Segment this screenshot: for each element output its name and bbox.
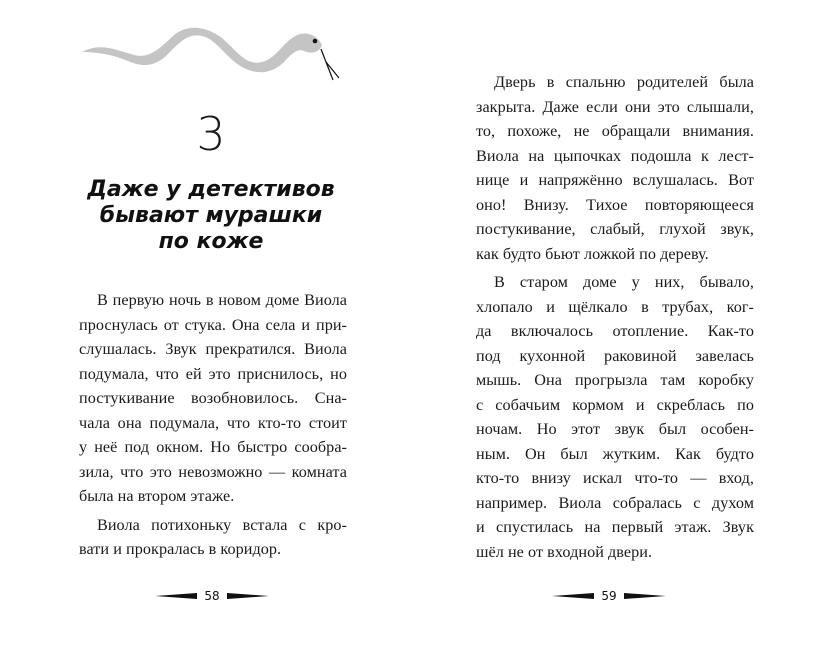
text-line: проснулась от стука. Она села и при- — [79, 315, 347, 334]
text-line: подумала, что ей это приснилось, но — [79, 364, 347, 383]
text-line: ным. Он был жутким. Как будто — [476, 444, 754, 463]
text-line: В первую ночь в новом доме Виола — [97, 291, 347, 309]
text-line: зила, что это невозможно — комната — [79, 462, 347, 481]
text-line: постукивание, слабый, глухой звук, — [476, 220, 754, 238]
page-footer — [539, 588, 679, 604]
body-text — [79, 288, 347, 562]
text-line: мышь. Она прогрызла там коробку — [476, 371, 754, 389]
text-line: ночам. Но этот звук был особен- — [476, 420, 754, 438]
text-line: да включалось отопление. Как-то — [476, 322, 754, 340]
text-line: как будто бьют ложкой по дереву. — [476, 244, 709, 263]
text-line: с собачьим кормом и скреблась по — [476, 395, 754, 414]
chapter-number: 3 — [196, 107, 226, 161]
text-line: у неё под окном. Но быстро сообра- — [79, 438, 347, 456]
text-line: и спустилась на первый этаж. Звук — [476, 518, 754, 536]
text-line: нице и напряжённо вслушалась. Вот — [476, 171, 754, 189]
arrow-ornament-icon — [552, 592, 594, 600]
arrow-ornament-icon — [624, 592, 666, 600]
arrow-ornament-icon — [227, 592, 269, 600]
text-line: вати и прокралась в коридор. — [79, 540, 282, 558]
text-line: была на втором этаже. — [79, 487, 235, 505]
text-line: постукивание возобновилось. Сна- — [79, 389, 347, 407]
text-line: чала она подумала, что кто-то стоит — [79, 413, 347, 432]
text-line: Виола на цыпочках подошла к лест- — [476, 146, 754, 165]
page-number: 59 — [601, 589, 617, 603]
text-line: под кухонной раковиной завелась — [476, 346, 754, 365]
chapter-title-line: Даже у детективов — [87, 177, 335, 202]
chapter-title-line: бывают мурашки — [99, 203, 323, 228]
text-line: закрыта. Даже если они это слышали, — [476, 97, 754, 116]
page-number: 58 — [204, 589, 220, 603]
arrow-ornament-icon — [155, 592, 197, 600]
chapter-title — [60, 177, 362, 255]
text-line: Дверь в спальню родителей была — [494, 73, 754, 91]
snake-icon — [76, 22, 348, 92]
text-line: слушалась. Звук прекратился. Виола — [79, 340, 347, 358]
text-line: шёл не от входной двери. — [476, 542, 653, 561]
text-line: В старом доме у них, бывало, — [494, 273, 754, 291]
text-line: например. Виола собралась с духом — [476, 493, 754, 512]
body-text — [476, 70, 754, 564]
text-line: хлопало и щёлкало в трубах, ког- — [476, 297, 754, 316]
text-line: то, похоже, не обращали внимания. — [476, 122, 754, 140]
right-page — [410, 0, 820, 656]
page-footer — [142, 588, 282, 604]
text-line: оно! Внизу. Тихое повторяющееся — [476, 195, 754, 214]
text-line: кто-то внизу искал что-то — вход, — [476, 469, 754, 487]
text-line: Виола потихоньку встала с кро- — [97, 515, 347, 534]
chapter-title-line: по коже — [158, 229, 264, 254]
